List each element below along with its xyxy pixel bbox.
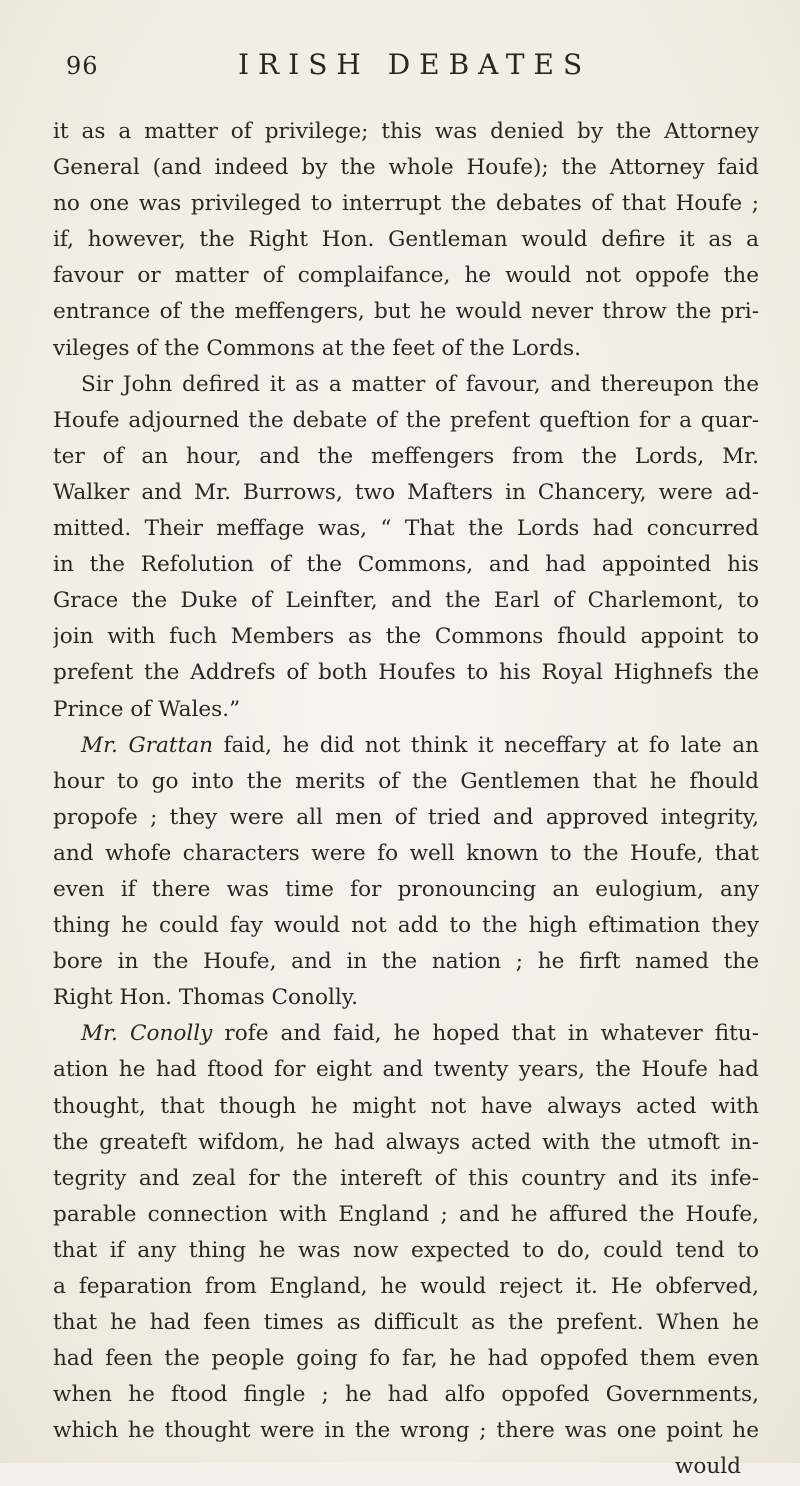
text-line xyxy=(53,1052,759,1088)
line-text: if, however, the Right Hon. Gentleman would defire it as a xyxy=(53,227,759,253)
line-text: when he ftood fingle ; he had alfo oppofed Governments, xyxy=(53,1382,759,1408)
line-text: Grace the Duke of Leinfter, and the Earl of Charlemont, to xyxy=(53,588,759,614)
text-line xyxy=(53,944,759,980)
running-head: IRISH DEBATES xyxy=(238,48,592,81)
text-line xyxy=(53,655,759,691)
line-text: Houfe adjourned the debate of the prefent queftion for a quar- xyxy=(53,407,759,433)
line-text: mitted. Their meffage was, “ That the Lords had concurred xyxy=(53,516,759,542)
text-line xyxy=(53,619,759,655)
text-line xyxy=(53,980,759,1016)
line-text: and whofe characters were fo well known to the Houfe, that xyxy=(53,840,759,866)
line-text: propofe ; they were all men of tried and approved integrity, xyxy=(53,804,759,830)
text-line xyxy=(53,1305,759,1341)
line-text: Right Hon. Thomas Conolly. xyxy=(53,985,358,1011)
text-line xyxy=(53,836,759,872)
line-text: hour to go into the merits of the Gentlemen that he fhould xyxy=(53,768,759,794)
speaker-name: Mr. Grattan xyxy=(81,732,214,758)
text-line xyxy=(53,728,759,764)
text-line xyxy=(53,908,759,944)
text-line xyxy=(53,367,759,403)
line-text: parable connection with England ; and he affured the Houfe, xyxy=(53,1201,759,1227)
line-text: rofe and faid, he hoped that in whatever fitu- xyxy=(212,1021,759,1047)
text-line xyxy=(53,186,759,222)
text-line xyxy=(53,1016,759,1052)
line-text: Walker and Mr. Burrows, two Mafters in Chancery, were ad- xyxy=(53,479,759,505)
text-line xyxy=(53,150,759,186)
text-line xyxy=(53,800,759,836)
text-line xyxy=(53,1089,759,1125)
line-text: that if any thing he was now expected to do, could tend to xyxy=(53,1237,759,1263)
text-line xyxy=(53,547,759,583)
text-line xyxy=(53,331,759,367)
line-text: join with fuch Members as the Commons fhould appoint to xyxy=(53,624,759,650)
line-text: General (and indeed by the whole Houfe); the Attorney faid xyxy=(53,155,759,181)
text-line xyxy=(53,1125,759,1161)
body-text xyxy=(53,114,759,1486)
text-line xyxy=(53,1233,759,1269)
line-text: Sir John defired it as a matter of favour, and thereupon the xyxy=(81,371,759,397)
text-line xyxy=(53,1197,759,1233)
page-header xyxy=(66,48,746,88)
line-text: prefent the Addrefs of both Houfes to his Royal Highnefs the xyxy=(53,660,759,686)
line-text: had feen the people going fo far, he had oppofed them even xyxy=(53,1346,759,1372)
text-line xyxy=(53,1413,759,1449)
text-line xyxy=(53,403,759,439)
text-line xyxy=(53,294,759,330)
text-line xyxy=(53,1341,759,1377)
text-line xyxy=(53,222,759,258)
line-text: tegrity and zeal for the intereft of this country and its infe- xyxy=(53,1165,759,1191)
text-line xyxy=(53,1377,759,1413)
line-text: that he had feen times as difficult as the prefent. When he xyxy=(53,1310,759,1336)
line-text: even if there was time for pronouncing an eulogium, any xyxy=(53,876,759,902)
text-line xyxy=(53,1161,759,1197)
text-line xyxy=(53,872,759,908)
line-text: thing he could fay would not add to the high eftimation they xyxy=(53,913,759,939)
text-line xyxy=(53,1269,759,1305)
line-text: a feparation from England, he would reject it. He obferved, xyxy=(53,1274,759,1299)
catchword: would xyxy=(674,1454,741,1480)
text-line xyxy=(53,258,759,294)
line-text: no one was privileged to interrupt the debates of that Houfe ; xyxy=(53,191,759,217)
line-text: Prince of Wales.” xyxy=(53,696,241,722)
page-number: 96 xyxy=(66,52,99,80)
line-text: vileges of the Commons at the feet of the Lords. xyxy=(53,335,582,361)
speaker-name: Mr. Conolly xyxy=(81,1021,213,1047)
line-text: it as a matter of privilege; this was denied by the Attorney xyxy=(53,119,759,144)
text-line xyxy=(53,439,759,475)
line-text: the greateft wifdom, he had always acted with the utmoft in- xyxy=(53,1129,759,1155)
line-text: favour or matter of complaifance, he would not oppofe the xyxy=(53,263,759,289)
text-line xyxy=(53,114,759,150)
text-line xyxy=(53,511,759,547)
line-text: thought, that though he might not have always acted with xyxy=(53,1093,759,1119)
text-line xyxy=(53,764,759,800)
line-text: which he thought were in the wrong ; there was one point he xyxy=(53,1418,759,1444)
line-text: entrance of the meffengers, but he would never throw the pri- xyxy=(53,299,759,325)
line-text: ation he had ftood for eight and twenty years, the Houfe had xyxy=(53,1057,759,1083)
text-line xyxy=(53,475,759,511)
text-line xyxy=(53,583,759,619)
line-text: faid, he did not think it neceffary at fo late an xyxy=(213,732,759,758)
text-line xyxy=(53,692,759,728)
line-text: ter of an hour, and the meffengers from the Lords, Mr. xyxy=(53,443,759,469)
line-text: in the Refolution of the Commons, and had appointed his xyxy=(53,552,759,578)
line-text: bore in the Houfe, and in the nation ; he firft named the xyxy=(53,949,759,975)
